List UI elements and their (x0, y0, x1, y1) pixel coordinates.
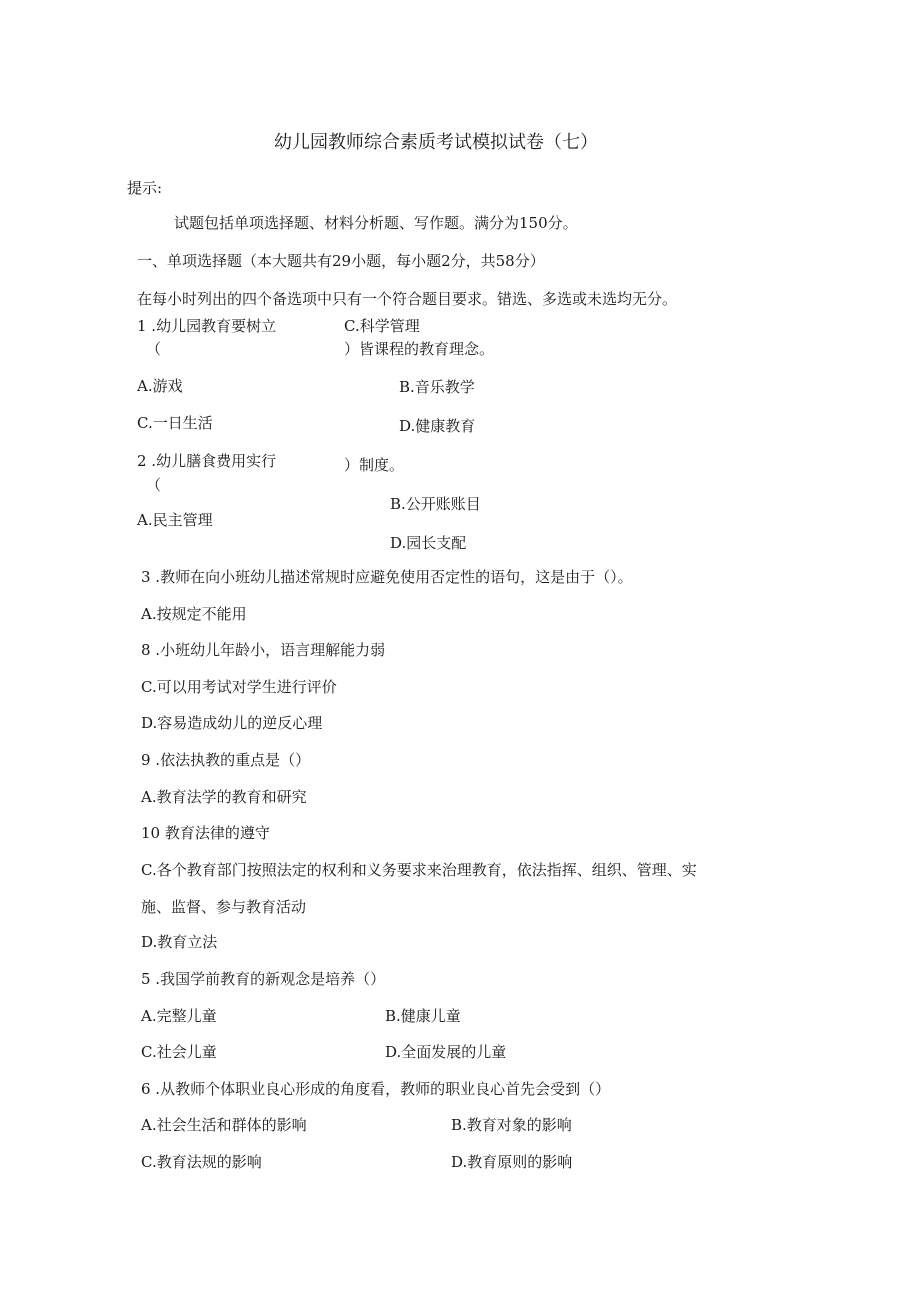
section-instruction: 在每小时列出的四个备选项中只有一个符合题目要求。错选、多选或未选均无分。 (137, 290, 678, 308)
question-3-option-b: 8 .小班幼儿年龄小，语言理解能力弱 (141, 641, 386, 659)
question-4-option-b: 10 教育法律的遵守 (141, 824, 270, 842)
question-5-option-c: C.社会儿童 (141, 1043, 217, 1061)
question-1-stem-tail: ）皆课程的教育理念。 (344, 340, 495, 358)
question-1-inline-option: C.科学管理 (344, 317, 420, 335)
question-5-stem: 5 .我国学前教育的新观念是培养（） (141, 970, 386, 988)
question-6-option-d: D.教育原则的影响 (451, 1153, 573, 1171)
question-5-option-d: D.全面发展的儿童 (385, 1043, 507, 1061)
question-5-option-a: A.完整儿童 (141, 1007, 217, 1025)
question-6-option-b: B.教育对象的影响 (451, 1116, 572, 1134)
question-6-option-a: A.社会生活和群体的影响 (141, 1116, 307, 1134)
question-1-option-b: B.音乐教学 (399, 378, 475, 396)
question-1-stem-cont: （ (146, 340, 162, 358)
question-2-stem-tail: ）制度。 (344, 456, 405, 474)
question-3-option-c: C.可以用考试对学生进行评价 (141, 678, 337, 696)
question-2-stem: 2 .幼儿膳食费用实行 (137, 452, 277, 470)
question-5-option-b: B.健康儿童 (385, 1007, 461, 1025)
question-1-option-c: C.一日生活 (137, 414, 213, 432)
question-1-option-a: A.游戏 (137, 377, 183, 395)
question-3-option-d: D.容易造成幼儿的逆反心理 (141, 714, 323, 732)
question-4-stem: 9 .依法执教的重点是（） (141, 751, 311, 769)
question-1-option-d: D.健康教育 (399, 417, 476, 435)
page-title: 幼儿园教师综合素质考试模拟试卷（七） (274, 132, 598, 153)
question-6-option-c: C.教育法规的影响 (141, 1153, 262, 1171)
question-2-option-a: A.民主管理 (137, 511, 213, 529)
section-heading: 一、单项选择题（本大题共有29小题，每小题2分，共58分） (137, 252, 545, 270)
question-1-stem: 1 .幼儿园教育要树立 (137, 317, 277, 335)
hint-label: 提示: (127, 179, 163, 197)
hint-text: 试题包括单项选择题、材料分析题、写作题。满分为150分。 (174, 214, 578, 232)
question-2-option-d: D.园长支配 (390, 534, 467, 552)
question-3-option-a: A.按规定不能用 (141, 605, 247, 623)
question-4-option-a: A.教育法学的教育和研究 (141, 788, 307, 806)
question-2-stem-cont: （ (146, 476, 162, 494)
question-4-option-c-line1: C.各个教育部门按照法定的权利和义务要求来治理教育，依法指挥、组织、管理、实 (141, 861, 697, 879)
question-6-stem: 6 .从教师个体职业良心形成的角度看，教师的职业良心首先会受到（） (141, 1080, 611, 1098)
question-4-option-c-line2: 施、监督、参与教育活动 (141, 898, 307, 916)
question-3-stem: 3 .教师在向小班幼儿描述常规时应避免使用否定性的语句，这是由于（）。 (141, 568, 633, 586)
question-2-option-b: B.公开账账目 (390, 495, 481, 513)
question-4-option-d: D.教育立法 (141, 933, 218, 951)
